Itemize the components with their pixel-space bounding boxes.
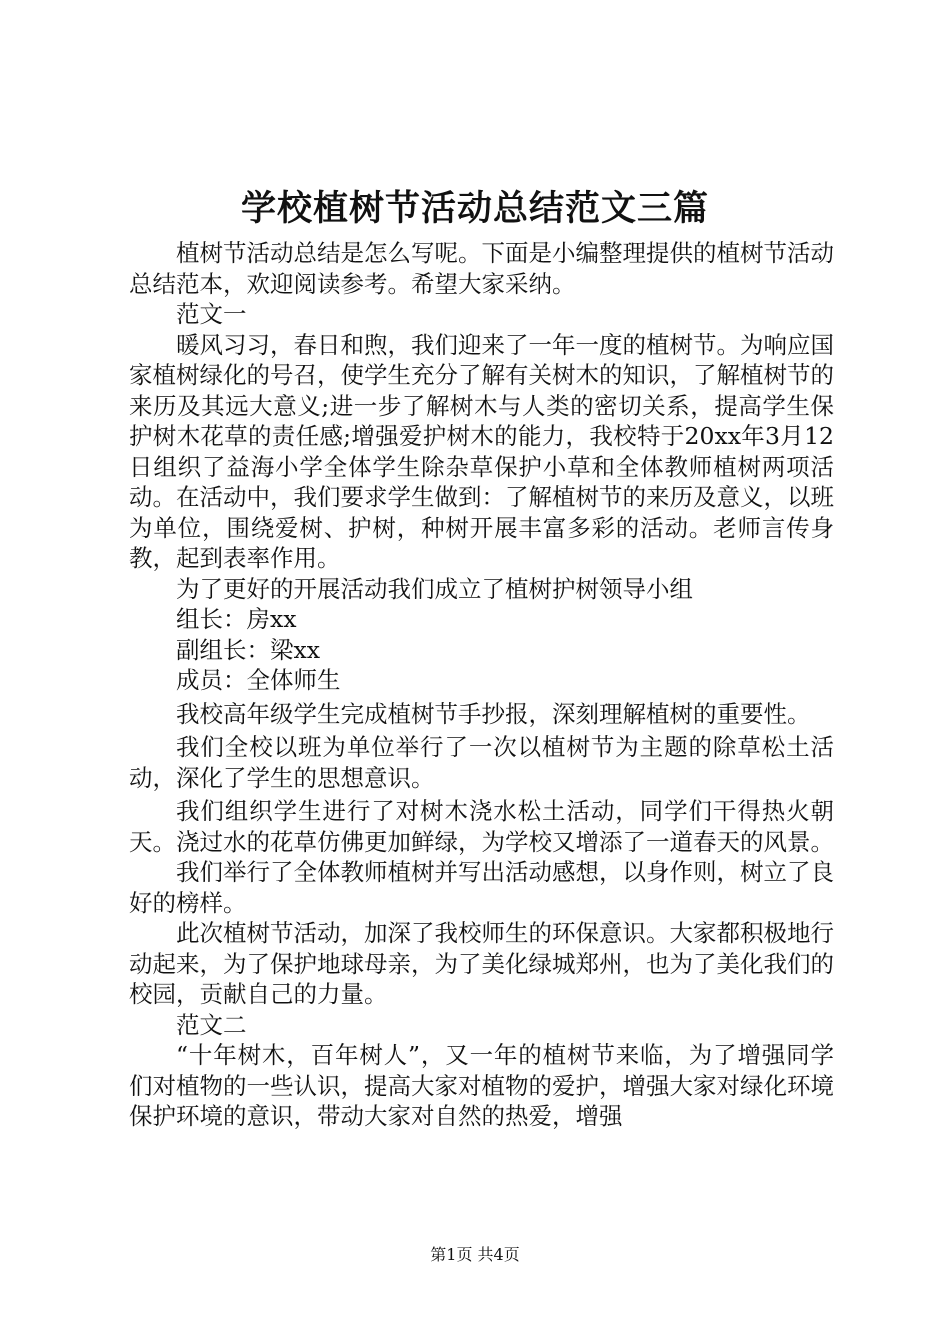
- paragraph: 暖风习习，春日和煦，我们迎来了一年一度的植树节。为响应国家植树绿化的号召，使学生充分了解有关树木的知识，了解植树节的来历及其远大意义;进一步了解树木与人类的密切关系，提高学生保护树木花草的责任感;增强爱护树木的能力，我校特于20xx年3月12日组织了益海小学全体学生除杂草保护小草和全体教师植树两项活动。在活动中，我们要求学生做到：了解植树节的来历及意义，以班为单位，围绕爱树、护树，种树开展丰富多彩的活动。老师言传身教，起到表率作用。: [129, 330, 834, 572]
- paragraph-deputy-leader: 副组长：梁xx: [176, 635, 321, 664]
- document-body: [129, 238, 834, 1132]
- paragraph-intro: 植树节活动总结是怎么写呢。下面是小编整理提供的植树节活动总结范本，欢迎阅读参考。希望大家采纳。: [129, 239, 834, 298]
- section-heading-sample-two: 范文二: [176, 1010, 247, 1039]
- page-footer: 第1页 共4页: [430, 1245, 520, 1264]
- paragraph: 此次植树节活动，加深了我校师生的环保意识。大家都积极地行动起来，为了保护地球母亲，为了美化绿城郑州，也为了美化我们的校园，贡献自己的力量。: [129, 919, 834, 1008]
- paragraph: 我们全校以班为单位举行了一次以植树节为主题的除草松土活动，深化了学生的思想意识。: [129, 733, 834, 792]
- paragraph-group-leader: 组长：房xx: [176, 605, 297, 633]
- paragraph: “十年树木，百年树人”，又一年的植树节来临，为了增强同学们对植物的一些认识，提高大家对植物的爱护，增强大家对绿化环境保护环境的意识，带动大家对自然的热爱，增强: [129, 1041, 834, 1130]
- paragraph: 为了更好的开展活动我们成立了植树护树领导小组: [176, 574, 693, 603]
- paragraph: 我们组织学生进行了对树木浇水松土活动，同学们干得热火朝天。浇过水的花草仿佛更加鲜绿，为学校又增添了一道春天的风景。: [129, 797, 834, 856]
- paragraph: 我校高年级学生完成植树节手抄报，深刻理解植树的重要性。: [176, 699, 811, 728]
- section-heading-sample-one: 范文一: [176, 300, 247, 328]
- paragraph-members: 成员：全体师生: [176, 666, 341, 694]
- document-title: 学校植树节活动总结范文三篇: [240, 188, 709, 229]
- paragraph: 我们举行了全体教师植树并写出活动感想，以身作则，树立了良好的榜样。: [129, 858, 834, 917]
